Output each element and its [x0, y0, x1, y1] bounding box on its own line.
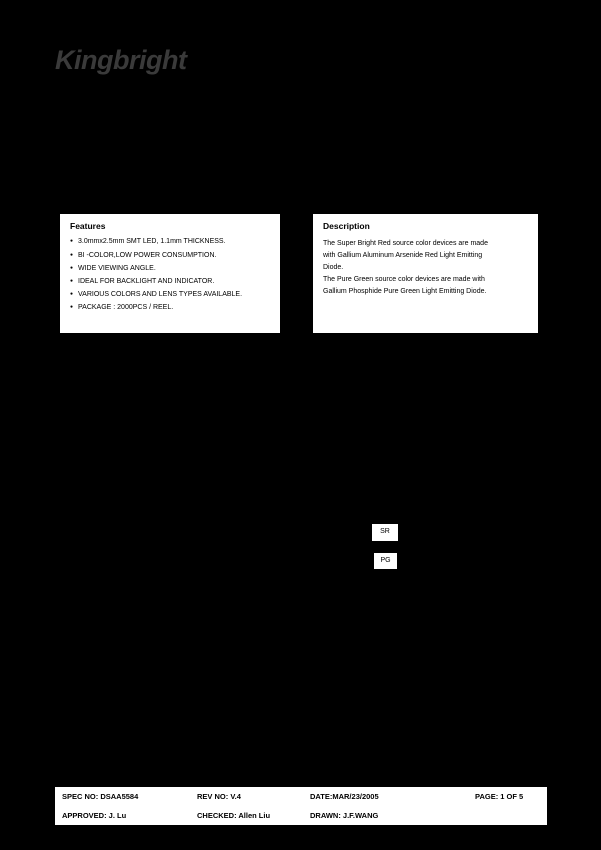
features-panel: [60, 214, 280, 333]
description-line: Gallium Phosphide Pure Green Light Emitting Diode.: [323, 288, 487, 296]
footer-rev-no: REV NO: V.4: [197, 792, 241, 801]
footer-row: [55, 806, 547, 825]
description-line: with Gallium Aluminum Arsenide Red Light Emitting: [323, 252, 483, 260]
footer-date: DATE:MAR/23/2005: [310, 792, 379, 801]
list-item: ● PACKAGE : 2000PCS / REEL.: [70, 304, 270, 312]
footer-spec-no: SPEC NO: DSAA5584: [62, 792, 139, 801]
description-line: The Super Bright Red source color devices are made: [323, 240, 488, 248]
label-pg: PG: [374, 553, 397, 569]
description-line: Diode.: [323, 264, 344, 272]
features-title: Features: [70, 221, 106, 231]
footer-approved: APPROVED: J. Lu: [62, 811, 127, 820]
kingbright-logo: Kingbright: [55, 45, 187, 75]
list-item: ● WIDE VIEWING ANGLE.: [70, 265, 270, 273]
description-title: Description: [323, 221, 370, 231]
footer-block: [55, 787, 547, 825]
features-list: [70, 238, 270, 312]
list-item: ● 3.0mmx2.5mm SMT LED, 1.1mm THICKNESS.: [70, 238, 270, 246]
footer-drawn: DRAWN: J.F.WANG: [310, 811, 379, 820]
footer-row: [55, 787, 547, 806]
description-panel: [313, 214, 538, 333]
list-item: ● BI -COLOR,LOW POWER CONSUMPTION.: [70, 252, 270, 260]
list-item: ● VARIOUS COLORS AND LENS TYPES AVAILABLE.: [70, 291, 270, 299]
footer-page: PAGE: 1 OF 5: [475, 792, 524, 801]
description-line: The Pure Green source color devices are made with: [323, 276, 485, 284]
label-sr: SR: [372, 524, 398, 541]
list-item: ● IDEAL FOR BACKLIGHT AND INDICATOR.: [70, 278, 270, 286]
footer-checked: CHECKED: Allen Liu: [197, 811, 271, 820]
